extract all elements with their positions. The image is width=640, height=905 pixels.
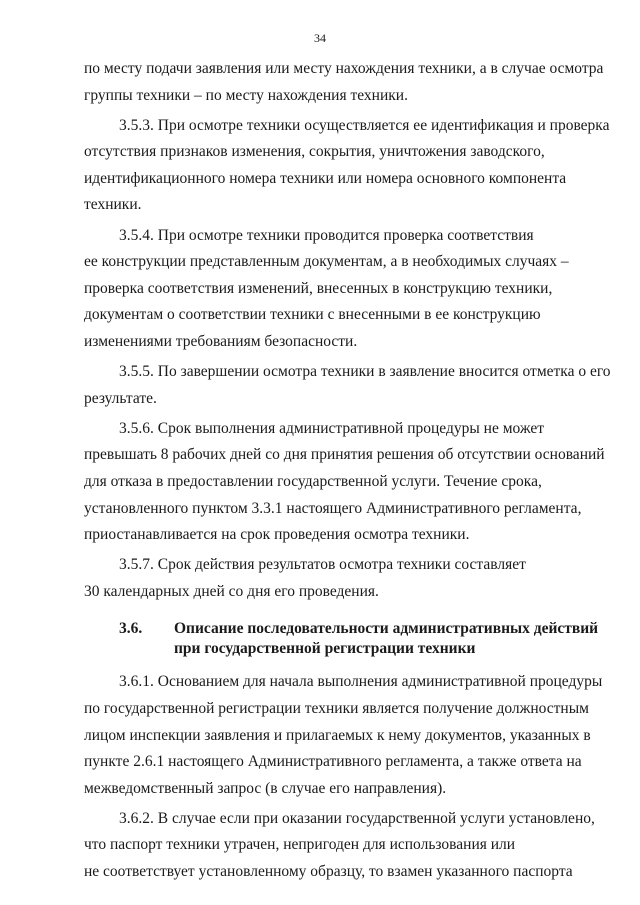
paragraph: 3.6.2. В случае если при оказании государственной услуги установлено, что паспорт техники утрачен, непригоден для использования или не соответствует установленному образцу, то взамен указанного паспорта [84,809,595,881]
paragraph: 3.6.1. Основанием для начала выполнения административной процедуры по государственной регистрации техники является получение должностным лицом инспекции заявления и прилагаемых к нему документов, указанных в пункте 2.6.1 настоящего Административного регламента, а также ответа на межведомственный запрос (в случае его направления). [84,673,603,797]
section-heading [84,619,616,659]
section-number: 3.6. [119,620,143,638]
paragraph: по месту подачи заявления или месту нахождения техники, а в случае осмотра группы техники – по месту нахождения техники. [84,60,604,104]
page-number: 34 [314,31,326,45]
paragraph: 3.5.7. Срок действия результатов осмотра техники составляет 30 календарных дней со дня его проведения. [84,556,526,600]
paragraphs-before-section [84,56,616,605]
section-title: Описание последовательности административных действий при государственной регистрации техники [174,620,599,658]
paragraph: 3.5.6. Срок выполнения административной процедуры не может превышать 8 рабочих дней со дня принятия решения об отсутствии оснований для отказа в предоставлении государственной услуги. Течение срока, установленного пунктом 3.3.1 настоящего Административного регламента, приостанавливается на срок проведения осмотра техники. [84,419,605,544]
paragraphs-after-section [84,669,616,885]
paragraph: 3.5.5. По завершении осмотра техники в заявление вносится отметка о его результате. [84,363,611,407]
paragraph: 3.5.4. При осмотре техники проводится проверка соответствия ее конструкции представленным документам, а в необходимых случаях – проверка соответствия изменений, внесенных в конструкцию техники, документам о соответствии техники с внесенными в ее конструкцию изменениями требованиям безопасности. [84,226,569,350]
document-body [84,56,616,889]
paragraph: 3.5.3. При осмотре техники осуществляется ее идентификация и проверка отсутствия признаков изменения, сокрытия, уничтожения заводского, идентификационного номера техники или номера основного компонента техники. [84,116,610,214]
